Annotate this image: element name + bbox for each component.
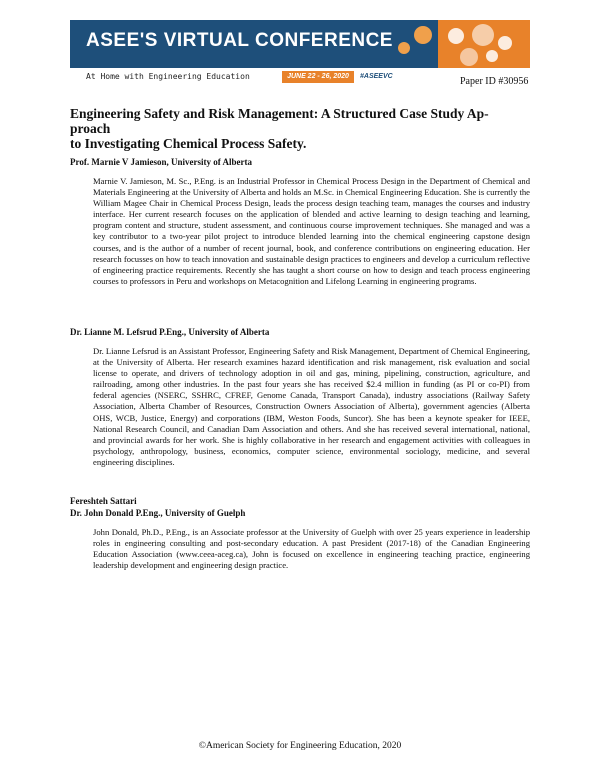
author-bio: Marnie V. Jamieson, M. Sc., P.Eng. is an Industrial Professor in Chemical Process Design in the Department of Chemical and Materials Engineering at the University of Alberta and holds an M.Sc. in Chemical Engineering Education. She is currently the William Magee Chair in Chemical Process Design, leads the process design teaching team, manages the courses and industry interface. Her current research focuses on the application of blended and active learning to design teaching and learning, program content and structure, student assessment, and continuous course improvement techniques. She managed and was a key contributor to a two-year pilot project to introduce blended learning into the chemical engineering capstone design courses, and is the author of a number of recent journal, book, and conference contributions on engineering education. Her research focusses on how to teach innovation and sustainable design practices to engineers and develop a curriculum reflective of engineering practice requirements. Recently she has taught a short course on how to design and teach process engineering courses to professors in Peru and workshops on Metacognition and Lifelong Learning in engineering programs.: [93, 176, 530, 286]
people-icon: [472, 24, 494, 46]
conference-dates: JUNE 22 - 26, 2020: [282, 71, 354, 83]
conference-banner: [70, 20, 530, 68]
decor-bubble-icon: [414, 26, 432, 44]
paper-title: [70, 106, 530, 151]
author-name: Dr. Lianne M. Lefsrud P.Eng., University of Alberta: [70, 327, 270, 337]
title-line: proach: [70, 121, 111, 136]
author-bio: John Donald, Ph.D., P.Eng., is an Associate professor at the University of Guelph with over 25 years experience in leadership roles in engineering consulting and post-secondary education. A past President (2017-18) of the Canadian Engineering Education Association (www.ceea-aceg.ca), John is focused on excellence in engineering teaching practice, engineering leadership development and engineering design practice.: [93, 527, 530, 571]
title-line: to Investigating Chemical Process Safety.: [70, 136, 307, 151]
author-name: Fereshteh Sattari: [70, 496, 137, 506]
copyright-footer: ©American Society for Engineering Education, 2020: [198, 741, 402, 751]
title-line: Engineering Safety and Risk Management: A Structured Case Study Ap-: [70, 106, 489, 121]
paper-id: Paper ID #30956: [460, 76, 529, 87]
lightbulb-icon: [498, 36, 512, 50]
conference-hashtag: #ASEEVC: [360, 73, 393, 80]
author-name: Prof. Marnie V Jamieson, University of Alberta: [70, 157, 252, 167]
author-name: Dr. John Donald P.Eng., University of Guelph: [70, 508, 246, 518]
conference-tagline: At Home with Engineering Education: [86, 72, 250, 81]
decor-bubble-icon: [398, 42, 410, 54]
laptop-icon: [486, 50, 498, 62]
chat-bubble-icon: [448, 28, 464, 44]
gear-icon: [460, 48, 478, 66]
author-bio: Dr. Lianne Lefsrud is an Assistant Professor, Engineering Safety and Risk Management, Department of Chemical Engineering, at the University of Alberta. Her research examines hazard identification and risk management, risk evaluation and social license to operate, and drivers of technology adoption in oil and gas, mining, pipelining, construction, agriculture, and railroading, among other industries. In the past four years she has received $2.4 million in funding (as PI or co-PI) from federal agencies (NSERC, SSHRC, CFREF, Genome Canada, Transport Canada), industry associations (Railway Safety Association, Alberta Chamber of Resources, Construction Owners Association of Alberta), government agencies (Alberta OHS, WCB, Justice, Energy) and corporations (IBM, Weston Foods, Suncor). She has been a keynote speaker for IEEE, National Research Council, and Canadian Dam Association and others. And she has received several international, national, and provincial awards for her work. She is highly collaborative in her research and engagement activities with colleagues in psychology, anthropology, business, economics, computer science, environmental sociology, medicine, and several engineering disciplines.: [93, 346, 530, 467]
banner-title: ASEE'S VIRTUAL CONFERENCE: [86, 30, 393, 51]
banner-illustration: [438, 20, 530, 68]
